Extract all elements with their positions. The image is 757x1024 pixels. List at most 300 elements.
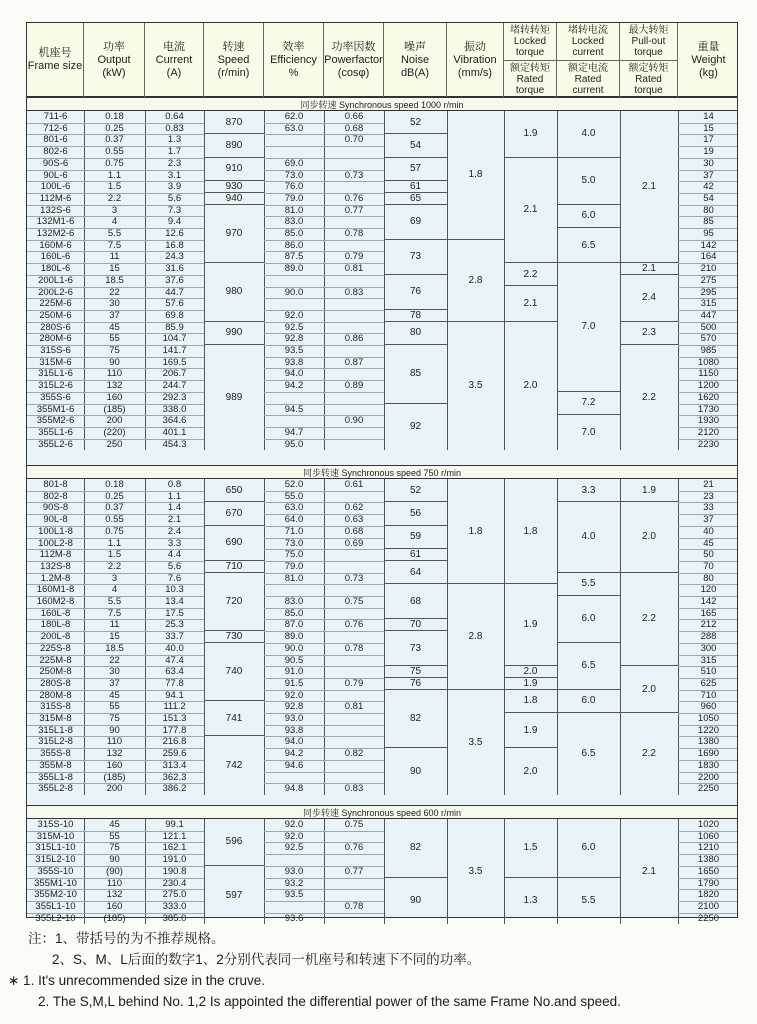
table-cell: 11 xyxy=(109,251,120,263)
table-cell: 45 xyxy=(703,537,714,549)
table-cell: 92.5 xyxy=(284,842,304,854)
table-cell: 3.3 xyxy=(167,537,182,549)
table-cell: 1080 xyxy=(697,356,720,368)
table-cell: 250M-8 xyxy=(39,666,72,678)
header-text: current xyxy=(572,84,604,96)
merged-noise: 80 xyxy=(384,322,447,345)
table-cell: 63.0 xyxy=(284,502,304,514)
row-divider xyxy=(264,584,384,585)
table-cell: 0.8 xyxy=(167,479,182,490)
table-cell: 570 xyxy=(700,333,717,345)
merged-speed: 741 xyxy=(204,701,264,736)
table-cell: 85 xyxy=(703,216,714,228)
table-cell: 73.0 xyxy=(284,537,304,549)
merged-locked-current: 7.2 xyxy=(557,392,620,415)
header-split-1 xyxy=(557,23,620,97)
table-cell: 9.4 xyxy=(167,216,182,228)
table-cell: 85.0 xyxy=(284,228,304,239)
table-cell: 1.7 xyxy=(167,146,182,158)
table-cell: 0.76 xyxy=(344,192,364,204)
table-cell: 90 xyxy=(109,724,120,736)
table-cell: 92.0 xyxy=(284,819,304,830)
table-cell: 132M2-6 xyxy=(36,228,75,239)
table-cell: 0.83 xyxy=(165,122,184,134)
table-cell: 355L2-6 xyxy=(38,438,73,450)
merged-locked-torque: 1.9 xyxy=(504,678,557,690)
merged-locked-torque: 2.0 xyxy=(523,380,538,392)
table-cell: 1620 xyxy=(697,391,720,403)
table-cell: 7.6 xyxy=(167,572,182,584)
merged-speed: 597 xyxy=(225,889,243,901)
table-cell: 37 xyxy=(109,677,120,689)
table-cell: 710 xyxy=(700,689,717,701)
table-cell: 1380 xyxy=(697,736,720,748)
table-cell: 315M-10 xyxy=(36,830,75,842)
table-cell: 355M1-10 xyxy=(34,877,77,889)
merged-speed: 980 xyxy=(204,263,264,322)
header-text: 功率 xyxy=(103,40,125,53)
table-cell: 3 xyxy=(111,204,118,216)
row-divider xyxy=(264,298,384,299)
header-text: % xyxy=(288,66,299,79)
header-text: (r/min) xyxy=(217,66,250,79)
table-cell: 985 xyxy=(700,345,717,356)
table-cell: 111.2 xyxy=(163,701,186,713)
table-cell: 280M-8 xyxy=(39,689,72,701)
table-cell: 30 xyxy=(109,298,120,310)
section-title: 同步转速 Synchronous speed 600 r/min xyxy=(27,805,737,819)
table-cell: 165 xyxy=(700,607,717,619)
table-cell: 200 xyxy=(106,415,123,427)
table-cell: 25.3 xyxy=(165,619,184,631)
table-cell: 250M-6 xyxy=(39,309,72,321)
table-cell: 5.5 xyxy=(107,228,122,239)
table-cell: 333.0 xyxy=(162,900,187,912)
table-cell: 355M2-10 xyxy=(34,889,77,901)
table-cell: (185) xyxy=(103,771,126,783)
table-cell: 338.0 xyxy=(162,403,187,415)
merged-noise: 61 xyxy=(384,181,447,193)
note-line-2: 2、S、M、L后面的数字1、2分别代表同一机座号和转速下不同的功率。 xyxy=(52,952,481,967)
header-powerfactor xyxy=(324,23,384,97)
table-cell: 15 xyxy=(109,631,120,643)
table-cell: 802-8 xyxy=(43,490,68,502)
merged-locked-current: 6.5 xyxy=(581,748,596,760)
table-cell: 85.0 xyxy=(284,607,304,619)
merged-pullout: 2.2 xyxy=(642,392,656,404)
table-cell: 44.7 xyxy=(165,286,184,298)
table-cell: 355M1-6 xyxy=(36,403,75,415)
header-text: Rated xyxy=(635,73,662,85)
table-cell: 0.69 xyxy=(344,537,364,549)
merged-noise: 64 xyxy=(384,561,447,584)
header-split-0 xyxy=(504,23,557,97)
merged-locked-current: 3.3 xyxy=(557,479,620,502)
merged-locked-torque: 2.1 xyxy=(504,158,557,263)
table-cell: 315S-6 xyxy=(40,345,71,356)
table-cell: 94.8 xyxy=(284,783,304,795)
table-cell: 362.3 xyxy=(162,771,187,783)
table-cell: 89.0 xyxy=(284,631,304,643)
table-cell: 225M-6 xyxy=(39,298,72,310)
table-cell: 200L1-6 xyxy=(38,274,73,286)
merged-noise: 75 xyxy=(384,666,447,678)
merged-noise: 85 xyxy=(384,345,447,404)
table-cell: 447 xyxy=(700,309,717,321)
merged-locked-current: 7.0 xyxy=(557,263,620,392)
merged-locked-torque: 1.8 xyxy=(504,479,557,584)
section-title: 同步转速 Synchronous speed 750 r/min xyxy=(27,465,737,479)
table-cell: 70 xyxy=(703,560,714,572)
table-cell: 14 xyxy=(703,111,714,122)
table-cell: (185) xyxy=(103,403,126,415)
table-cell: 2100 xyxy=(697,900,720,912)
table-cell: 801-8 xyxy=(43,479,68,490)
merged-locked-torque: 1.9 xyxy=(504,111,557,158)
table-cell: 7.5 xyxy=(107,239,122,251)
merged-speed: 710 xyxy=(204,561,264,573)
table-cell: 225M-8 xyxy=(39,654,72,666)
table-cell: 0.77 xyxy=(344,204,364,216)
table-cell: 0.63 xyxy=(344,514,364,526)
table-cell: 94.0 xyxy=(284,368,304,380)
table-cell: 0.37 xyxy=(105,502,124,514)
merged-speed: 690 xyxy=(204,526,264,561)
table-cell: 315S-10 xyxy=(37,819,74,830)
table-cell: 33 xyxy=(703,502,714,514)
table-cell: 0.77 xyxy=(344,865,364,877)
table-cell: 355L1-10 xyxy=(35,900,76,912)
table-cell: 64.0 xyxy=(284,514,304,526)
merged-locked-current: 7.0 xyxy=(581,427,596,439)
table-cell: 132S-8 xyxy=(40,560,71,572)
table-cell: 315L1-8 xyxy=(38,724,73,736)
header-text: 重量 xyxy=(697,40,720,53)
table-cell: 63.0 xyxy=(284,122,304,134)
table-cell: 91.5 xyxy=(284,677,304,689)
table-cell: 62.0 xyxy=(284,111,304,122)
table-cell: 160L-8 xyxy=(40,607,71,619)
table-cell: 132 xyxy=(106,889,123,901)
table-cell: 22 xyxy=(109,654,120,666)
merged-noise: 76 xyxy=(384,275,447,310)
table-cell: 206.7 xyxy=(162,368,187,380)
table-cell: 120 xyxy=(700,584,717,596)
table-cell: 3 xyxy=(111,572,118,584)
table-cell: 80 xyxy=(703,572,714,584)
table-cell: 180L-6 xyxy=(40,263,71,275)
table-cell: 132 xyxy=(106,380,123,392)
table-cell: 95 xyxy=(703,228,714,239)
table-cell: 47.4 xyxy=(165,654,184,666)
table-cell: 80 xyxy=(703,204,714,216)
merged-noise: 54 xyxy=(384,134,447,157)
table-cell: 0.75 xyxy=(344,596,364,607)
table-cell: 0.81 xyxy=(344,263,364,275)
merged-speed: 730 xyxy=(204,631,264,643)
table-cell: 92.0 xyxy=(284,689,304,701)
table-cell: 2200 xyxy=(697,771,720,783)
header-text: 效率 xyxy=(282,40,305,53)
merged-speed: 910 xyxy=(204,158,264,181)
table-cell: 93.8 xyxy=(284,724,304,736)
table-cell: 86.0 xyxy=(284,239,304,251)
table-cell: 244.7 xyxy=(162,380,187,392)
header-text: torque xyxy=(634,47,663,58)
table-cell: 1060 xyxy=(697,830,720,842)
section-grid xyxy=(27,819,737,924)
merged-speed: 670 xyxy=(204,502,264,525)
table-cell: 75 xyxy=(109,345,120,356)
footnotes xyxy=(8,928,728,1012)
table-cell: 2.1 xyxy=(167,514,182,526)
table-cell: 77.8 xyxy=(165,677,184,689)
table-cell: 280S-8 xyxy=(40,677,71,689)
table-cell: 17.5 xyxy=(165,607,184,619)
table-cell: 160 xyxy=(106,759,123,771)
table-cell: 275 xyxy=(700,274,717,286)
table-cell: 24.3 xyxy=(165,251,184,263)
table-cell: 230.4 xyxy=(162,877,187,889)
table-cell: 37.6 xyxy=(165,274,184,286)
table-cell: 0.18 xyxy=(105,111,124,122)
table-cell: 0.79 xyxy=(344,251,364,263)
table-cell: 0.82 xyxy=(344,748,364,760)
table-cell: 15 xyxy=(109,263,120,275)
table-cell: 0.73 xyxy=(344,169,364,181)
merged-noise: 73 xyxy=(384,631,447,666)
table-cell: 57.6 xyxy=(165,298,184,310)
table-cell: 355S-10 xyxy=(37,865,74,877)
header-text: (cosφ) xyxy=(337,66,370,79)
table-cell: 94.1 xyxy=(165,689,184,701)
table-cell: 31.6 xyxy=(165,263,184,275)
table-cell: 37 xyxy=(703,514,714,526)
row-divider xyxy=(264,392,384,393)
table-cell: 250 xyxy=(106,438,123,450)
table-cell: 33.7 xyxy=(165,631,184,643)
table-cell: 1.5 xyxy=(107,181,122,193)
header-top xyxy=(557,23,619,60)
header-text: current xyxy=(572,47,604,58)
table-cell: 142 xyxy=(700,596,717,607)
table-cell: 1220 xyxy=(697,724,720,736)
table-cell: 90.5 xyxy=(284,654,304,666)
table-cell: 94.7 xyxy=(284,426,304,438)
table-cell: 0.25 xyxy=(105,122,124,134)
table-cell: 54 xyxy=(703,192,714,204)
table-cell: 200L-8 xyxy=(40,631,71,643)
table-cell: 92.0 xyxy=(284,830,304,842)
table-cell: 1690 xyxy=(697,748,720,760)
table-cell: 16.8 xyxy=(165,239,184,251)
table-cell: 55 xyxy=(109,830,120,842)
merged-speed: 970 xyxy=(204,205,264,264)
table-cell: 712-6 xyxy=(43,122,68,134)
header-text: 电流 xyxy=(163,40,185,53)
header-text: (A) xyxy=(166,66,182,79)
merged-speed: 940 xyxy=(204,193,264,205)
merged-locked-current: 5.5 xyxy=(557,573,620,596)
table-cell: 190.8 xyxy=(162,865,187,877)
table-cell: 30 xyxy=(703,157,714,169)
header-text: 额定转矩 xyxy=(628,62,669,74)
table-cell: 73.0 xyxy=(284,169,304,181)
table-cell: 55 xyxy=(109,701,120,713)
header-text: Current xyxy=(155,53,193,66)
table-cell: 280M-6 xyxy=(39,333,72,345)
table-cell: 212 xyxy=(700,619,717,631)
table-cell: 90L-8 xyxy=(43,514,68,526)
merged-locked-torque: 1.8 xyxy=(504,690,557,713)
header-text: Frame size xyxy=(27,60,83,72)
merged-pullout: 2.0 xyxy=(620,502,678,572)
merged-pullout: 2.1 xyxy=(620,111,678,263)
table-cell: 151.3 xyxy=(162,713,187,724)
table-cell: 162.1 xyxy=(162,842,187,854)
table-cell: 960 xyxy=(700,701,717,713)
table-cell: 180L-8 xyxy=(40,619,71,631)
merged-noise: 90 xyxy=(409,765,422,777)
header-text: (kW) xyxy=(102,66,126,79)
table-cell: 2.4 xyxy=(167,525,182,537)
table-cell: 1650 xyxy=(697,865,720,877)
table-cell: 91.0 xyxy=(284,666,304,678)
table-cell: 0.78 xyxy=(344,900,364,912)
merged-locked-current: 4.0 xyxy=(557,111,620,158)
table-cell: 69.8 xyxy=(165,309,184,321)
table-cell: 94.0 xyxy=(284,736,304,748)
merged-locked-current: 6.0 xyxy=(557,690,620,713)
header-speed xyxy=(204,23,264,97)
table-cell: 315 xyxy=(700,654,717,666)
table-cell: 18.5 xyxy=(105,642,124,654)
merged-speed: 930 xyxy=(204,181,264,193)
table-cell: 81.0 xyxy=(284,204,304,216)
table-cell: 160M1-8 xyxy=(36,584,75,596)
table-cell: 225S-8 xyxy=(40,642,71,654)
table-cell: 75 xyxy=(109,842,120,854)
table-cell: 385.0 xyxy=(162,912,187,924)
table-cell: 132 xyxy=(106,748,123,760)
table-cell: 0.55 xyxy=(105,514,124,526)
header-top xyxy=(620,23,677,60)
table-cell: 454.3 xyxy=(162,438,187,450)
table-cell: 0.79 xyxy=(344,677,364,689)
table-cell: 13.4 xyxy=(165,596,184,607)
table-cell: 1.1 xyxy=(107,537,122,549)
table-cell: 0.76 xyxy=(344,842,364,854)
header-text: Vibration xyxy=(453,53,497,66)
header-text: Noise xyxy=(400,53,430,66)
merged-vibration: 1.8 xyxy=(447,111,504,240)
table-cell: 94.2 xyxy=(284,380,304,392)
row-divider xyxy=(264,146,384,147)
table-cell: 45 xyxy=(109,819,120,830)
table-cell: 112M-8 xyxy=(39,549,72,561)
header-output xyxy=(84,23,145,97)
table-cell: 81.0 xyxy=(284,572,304,584)
table-cell: 93.8 xyxy=(284,356,304,368)
table-cell: 87.5 xyxy=(284,251,304,263)
table-cell: 23 xyxy=(703,490,714,502)
header-text: Rated xyxy=(574,73,602,85)
table-cell: 315M-6 xyxy=(39,356,72,368)
merged-noise: 69 xyxy=(384,205,447,240)
merged-noise: 90 xyxy=(409,895,422,907)
table-cell: 177.8 xyxy=(162,724,187,736)
merged-pullout: 1.9 xyxy=(620,479,678,502)
table-cell: 275.0 xyxy=(162,889,187,901)
table-cell: 1380 xyxy=(697,854,720,866)
table-cell: 355M-8 xyxy=(39,759,72,771)
motor-specification-table xyxy=(26,22,738,924)
table-cell: 1.1 xyxy=(167,490,182,502)
table-cell: 2230 xyxy=(697,438,720,450)
merged-noise: 73 xyxy=(384,240,447,275)
table-cell: 355S-8 xyxy=(40,748,71,760)
header-text: Output xyxy=(97,53,131,66)
table-cell: 112M-6 xyxy=(39,192,72,204)
table-cell: 0.64 xyxy=(165,111,184,122)
table-cell: 55 xyxy=(109,333,120,345)
header-vibration xyxy=(447,23,504,97)
header-text: Pull-out xyxy=(631,36,666,47)
table-header xyxy=(27,23,737,97)
table-cell: 87.0 xyxy=(284,619,304,631)
table-cell: (90) xyxy=(106,865,123,877)
table-cell: 313.4 xyxy=(162,759,187,771)
header-text: 堵转电流 xyxy=(568,25,608,36)
table-cell: 315L1-10 xyxy=(35,842,76,854)
merged-locked-current: 6.5 xyxy=(557,228,620,263)
table-cell: 94.2 xyxy=(284,748,304,760)
table-cell: 355L1-8 xyxy=(38,771,73,783)
header-text: 机座号 xyxy=(38,47,72,59)
table-cell: 191.0 xyxy=(162,854,187,866)
header-noise xyxy=(384,23,447,97)
table-cell: 42 xyxy=(703,181,714,193)
table-cell: 93.5 xyxy=(284,889,304,901)
table-cell: 90.0 xyxy=(284,286,304,298)
table-cell: 802-6 xyxy=(43,146,68,158)
table-cell: 295 xyxy=(700,286,717,298)
table-cell: 90S-6 xyxy=(42,157,69,169)
merged-noise: 92 xyxy=(409,421,422,433)
table-cell: 93.5 xyxy=(284,345,304,356)
table-cell: 132M1-6 xyxy=(36,216,75,228)
row-divider xyxy=(264,854,384,855)
merged-vibration: 2.8 xyxy=(447,240,504,322)
table-cell: 90L-6 xyxy=(43,169,68,181)
table-cell: 1.1 xyxy=(107,169,122,181)
table-cell: 1200 xyxy=(697,380,720,392)
header-top xyxy=(504,23,556,60)
header-text: (mm/s) xyxy=(457,66,493,79)
header-text: 最大转矩 xyxy=(628,25,669,36)
table-cell: 75 xyxy=(109,713,120,724)
merged-locked-current: 6.0 xyxy=(557,205,620,228)
table-cell: 92.5 xyxy=(284,321,304,333)
table-cell: 160L-6 xyxy=(40,251,71,263)
header-text: 额定转矩 xyxy=(510,62,550,74)
table-cell: 1930 xyxy=(697,415,720,427)
table-cell: 0.89 xyxy=(344,380,364,392)
table-cell: 1830 xyxy=(697,759,720,771)
table-cell: 3.1 xyxy=(167,169,182,181)
table-cell: 401.1 xyxy=(162,426,187,438)
header-text: torque xyxy=(515,47,545,58)
